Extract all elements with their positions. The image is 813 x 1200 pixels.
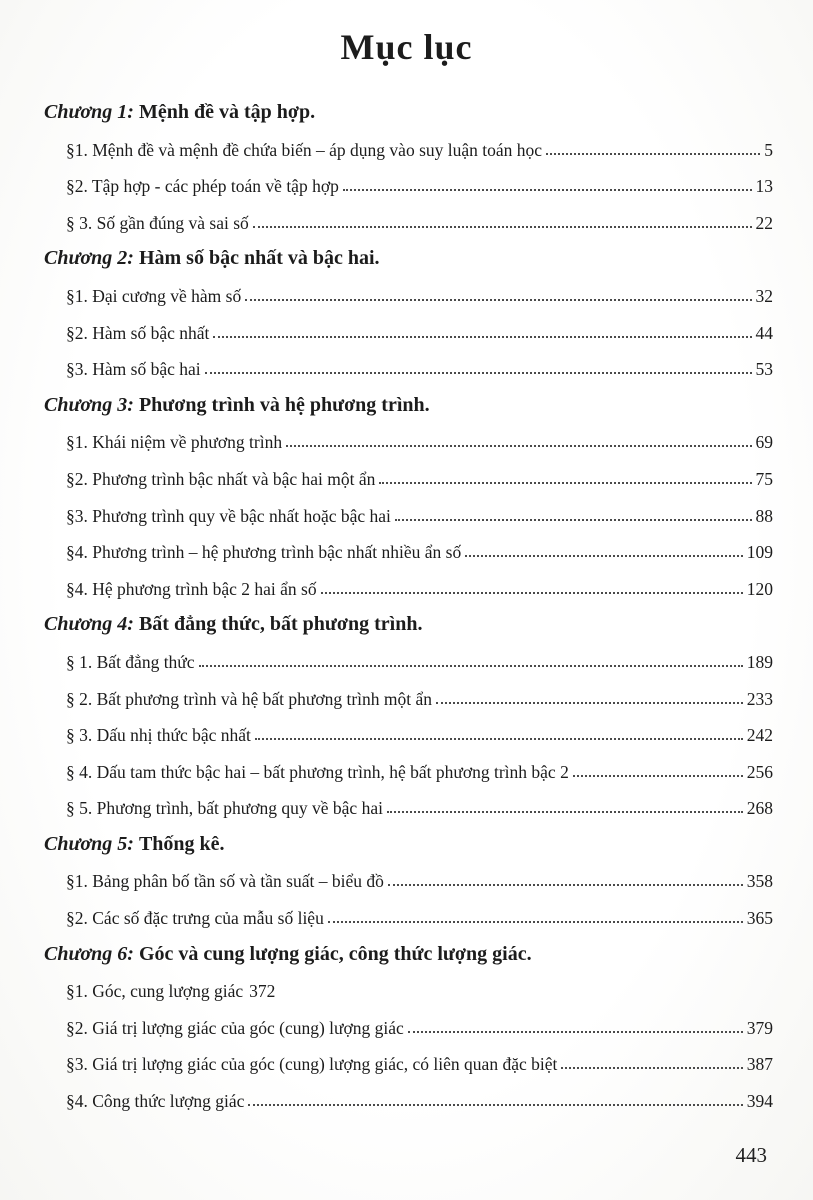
entry-page: 75 bbox=[755, 468, 773, 489]
page-number: 443 bbox=[735, 1143, 767, 1167]
entry-text: § 3. Dấu nhị thức bậc nhất bbox=[66, 725, 251, 746]
page-title: Mục lục bbox=[340, 27, 473, 67]
entry-page: 88 bbox=[755, 505, 773, 526]
dot-leader bbox=[343, 189, 752, 191]
chapter-heading bbox=[44, 826, 773, 863]
entry-page: 189 bbox=[746, 651, 773, 672]
dot-leader bbox=[573, 775, 743, 777]
chapter-title: Góc và cung lượng giác, công thức lượng giác. bbox=[138, 942, 532, 965]
toc-entry bbox=[44, 533, 773, 570]
toc-entry bbox=[44, 1009, 773, 1046]
chapter-title: Mệnh đề và tập hợp. bbox=[138, 101, 316, 123]
entry-text: §3. Giá trị lượng giác của góc (cung) lượng giác, có liên quan đặc biệt bbox=[66, 1054, 558, 1075]
toc-entry bbox=[44, 753, 773, 790]
dot-leader bbox=[255, 738, 743, 740]
chapter-label: Chương 1: bbox=[44, 101, 139, 123]
entry-page: 372 bbox=[249, 981, 276, 1002]
entry-text: §2. Tập hợp - các phép toán về tập hợp bbox=[66, 176, 339, 197]
toc-entry bbox=[44, 204, 773, 241]
entry-page: 13 bbox=[755, 176, 773, 197]
chapter-label: Chương 3: bbox=[44, 393, 139, 416]
entry-page: 268 bbox=[746, 798, 773, 819]
chapter-heading bbox=[44, 387, 773, 424]
chapter-heading bbox=[44, 94, 773, 131]
chapter-label: Chương 4: bbox=[44, 613, 139, 636]
toc-entry bbox=[44, 789, 773, 826]
dot-leader bbox=[561, 1067, 742, 1069]
dot-leader bbox=[387, 811, 743, 813]
entry-page: 256 bbox=[746, 761, 773, 782]
entry-page: 44 bbox=[755, 322, 773, 343]
dot-leader bbox=[245, 299, 751, 301]
chapter-heading bbox=[44, 606, 773, 643]
entry-page: 69 bbox=[755, 432, 773, 453]
entry-text: §1. Đại cương về hàm số bbox=[66, 285, 242, 306]
toc-entry bbox=[44, 350, 773, 387]
toc-entry bbox=[44, 899, 773, 936]
entry-page: 120 bbox=[746, 578, 773, 599]
entry-page: 32 bbox=[755, 285, 773, 306]
dot-leader bbox=[546, 153, 760, 155]
toc-entry bbox=[44, 460, 773, 497]
chapter-label: Chương 5: bbox=[44, 832, 139, 855]
toc-entry bbox=[44, 497, 773, 534]
dot-leader bbox=[199, 665, 743, 667]
toc-entry bbox=[44, 1082, 773, 1119]
entry-text: § 5. Phương trình, bất phương quy về bậc hai bbox=[66, 798, 383, 819]
dot-leader bbox=[205, 372, 752, 374]
entry-text: §3. Phương trình quy về bậc nhất hoặc bậc hai bbox=[66, 505, 391, 526]
dot-leader bbox=[253, 226, 752, 228]
toc-list bbox=[0, 94, 813, 1119]
chapter-heading bbox=[44, 936, 773, 973]
entry-page: 365 bbox=[746, 908, 773, 929]
dot-leader bbox=[388, 884, 743, 886]
chapter-title: Thống kê. bbox=[138, 832, 225, 855]
dot-leader bbox=[379, 482, 751, 484]
entry-text: § 1. Bất đẳng thức bbox=[66, 651, 195, 672]
entry-page: 394 bbox=[746, 1091, 773, 1112]
entry-page: 379 bbox=[746, 1017, 773, 1038]
dot-leader bbox=[286, 445, 751, 447]
dot-leader bbox=[213, 336, 751, 338]
chapter-title: Hàm số bậc nhất và bậc hai. bbox=[138, 247, 380, 270]
toc-entry bbox=[44, 423, 773, 460]
entry-page: 109 bbox=[746, 542, 773, 563]
entry-page: 233 bbox=[746, 688, 773, 709]
toc-entry bbox=[44, 972, 773, 1009]
entry-page: 53 bbox=[755, 359, 773, 380]
entry-page: 5 bbox=[764, 139, 773, 160]
dot-leader bbox=[436, 702, 743, 704]
toc-entry bbox=[44, 680, 773, 717]
entry-page: 387 bbox=[746, 1054, 773, 1075]
entry-page: 242 bbox=[746, 725, 773, 746]
toc-entry bbox=[44, 862, 773, 899]
entry-text: §1. Bảng phân bố tần số và tần suất – biểu đồ bbox=[66, 871, 384, 892]
toc-entry bbox=[44, 277, 773, 314]
entry-text: §2. Giá trị lượng giác của góc (cung) lượng giác bbox=[66, 1017, 404, 1038]
entry-text: § 2. Bất phương trình và hệ bất phương trình một ẩn bbox=[66, 688, 433, 709]
entry-text: §3. Hàm số bậc hai bbox=[66, 359, 201, 380]
dot-leader bbox=[395, 519, 752, 521]
entry-text: §2. Hàm số bậc nhất bbox=[66, 322, 210, 343]
chapter-title: Phương trình và hệ phương trình. bbox=[138, 393, 430, 416]
entry-text: §4. Công thức lượng giác bbox=[66, 1091, 245, 1112]
dot-leader bbox=[465, 555, 743, 557]
entry-text: §4. Phương trình – hệ phương trình bậc nhất nhiều ẩn số bbox=[66, 542, 462, 563]
entry-text: § 4. Dấu tam thức bậc hai – bất phương trình, hệ bất phương trình bậc 2 bbox=[66, 761, 569, 782]
chapter-heading bbox=[44, 240, 773, 277]
entry-text: §4. Hệ phương trình bậc 2 hai ẩn số bbox=[66, 578, 317, 599]
entry-text: §1. Góc, cung lượng giác bbox=[66, 981, 244, 1002]
entry-text: § 3. Số gần đúng và sai số bbox=[66, 212, 249, 233]
chapter-label: Chương 6: bbox=[44, 942, 139, 965]
toc-entry bbox=[44, 570, 773, 607]
dot-leader bbox=[408, 1031, 743, 1033]
entry-text: §2. Các số đặc trưng của mẫu số liệu bbox=[66, 908, 324, 929]
toc-entry bbox=[44, 1045, 773, 1082]
entry-page: 358 bbox=[746, 871, 773, 892]
entry-page: 22 bbox=[755, 212, 773, 233]
toc-entry bbox=[44, 643, 773, 680]
chapter-label: Chương 2: bbox=[44, 247, 139, 270]
entry-text: §1. Khái niệm về phương trình bbox=[66, 432, 283, 453]
entry-text: §1. Mệnh đề và mệnh đề chứa biến – áp dụng vào suy luận toán học bbox=[66, 139, 543, 160]
toc-entry bbox=[44, 314, 773, 351]
toc-entry bbox=[44, 167, 773, 204]
toc-entry bbox=[44, 131, 773, 168]
chapter-title: Bất đẳng thức, bất phương trình. bbox=[138, 613, 423, 636]
dot-leader bbox=[321, 592, 743, 594]
dot-leader bbox=[328, 921, 743, 923]
dot-leader bbox=[248, 1104, 742, 1106]
toc-entry bbox=[44, 716, 773, 753]
entry-text: §2. Phương trình bậc nhất và bậc hai một ẩn bbox=[66, 468, 376, 489]
